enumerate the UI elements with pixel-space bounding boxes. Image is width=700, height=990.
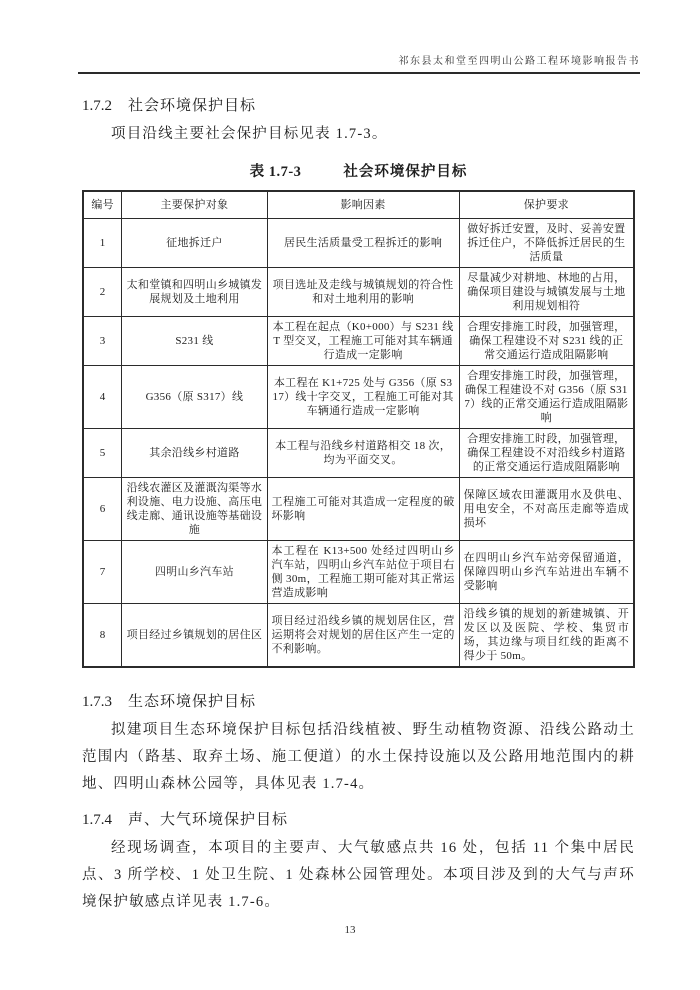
cell-requirement: 合理安排施工时段，加强管理，确保工程建设不对 G356（原 S317）线的正常交通运行造成阻隔影响 [459, 366, 634, 429]
section-heading-1-7-2 [82, 94, 635, 115]
col-header-requirement: 保护要求 [459, 191, 634, 219]
section-title: 声、大气环境保护目标 [128, 812, 289, 828]
table-row [83, 478, 634, 541]
cell-requirement: 合理安排施工时段，加强管理，确保工程建设不对沿线乡村道路的正常交通运行造成阻隔影响 [459, 429, 634, 478]
section-title: 社会环境保护目标 [128, 98, 257, 114]
section-paragraph-1-7-4: 经现场调查，本项目的主要声、大气敏感点共 16 处，包括 11 个集中居民点、3 所学校、1 处卫生院、1 处森林公园管理处。本项目涉及到的大气与声环境保护敏感点详见表 1.7-6。 [82, 840, 635, 910]
cell-requirement: 沿线乡镇的规划的新建城镇、开发区以及医院、学校、集贸市场，其边缘与项目红线的距离不得少于 50m。 [459, 604, 634, 668]
table-row [83, 317, 634, 366]
cell-requirement: 尽量减少对耕地、林地的占用，确保项目建设与城镇发展与土地利用规划相符 [459, 268, 634, 317]
cell-factor: 工程施工可能对其造成一定程度的破坏影响 [267, 478, 459, 541]
section-paragraph-1-7-3: 拟建项目生态环境保护目标包括沿线植被、野生动植物资源、沿线公路动土范围内（路基、取弃土场、施工便道）的水土保持设施以及公路用地范围内的耕地、四明山森林公园等，具体见表 1.7-4。 [82, 722, 635, 792]
cell-number: 5 [83, 429, 122, 478]
cell-object: S231 线 [122, 317, 267, 366]
cell-number: 4 [83, 366, 122, 429]
cell-object: 征地拆迁户 [122, 219, 267, 268]
cell-requirement: 合理安排施工时段，加强管理，确保工程建设不对 S231 线的正常交通运行造成阻隔影响 [459, 317, 634, 366]
cell-factor: 居民生活质量受工程拆迁的影响 [267, 219, 459, 268]
cell-object: 四明山乡汽车站 [122, 541, 267, 604]
section-paragraph-1-7-2: 项目沿线主要社会保护目标见表 1.7-3。 [111, 126, 388, 142]
section-number: 1.7.2 [82, 98, 112, 114]
page-number: 13 [344, 924, 356, 936]
social-protection-targets-table [82, 190, 635, 668]
table-row [83, 366, 634, 429]
cell-factor: 项目选址及走线与城镇规划的符合性和对土地利用的影响 [267, 268, 459, 317]
cell-factor: 本工程在 K1+725 处与 G356（原 S317）线十字交叉，工程施工可能对其车辆通行造成一定影响 [267, 366, 459, 429]
cell-factor: 本工程在起点（K0+000）与 S231 线 T 型交叉，工程施工可能对其车辆通行造成一定影响 [267, 317, 459, 366]
table-caption [82, 160, 635, 181]
table-row [83, 268, 634, 317]
table-header-row [83, 191, 634, 219]
table-caption-title: 社会环境保护目标 [343, 164, 468, 180]
cell-object: 太和堂镇和四明山乡城镇发展规划及土地利用 [122, 268, 267, 317]
section-number: 1.7.4 [82, 812, 112, 828]
cell-requirement: 做好拆迁安置，及时、妥善安置拆迁住户，不降低拆迁居民的生活质量 [459, 219, 634, 268]
cell-requirement: 保障区域农田灌溉用水及供电、用电安全，不对高压走廊等造成损坏 [459, 478, 634, 541]
table-caption-label: 表 1.7-3 [249, 164, 302, 180]
col-header-object: 主要保护对象 [122, 191, 267, 219]
cell-factor: 本工程与沿线乡村道路相交 18 次，均为平面交叉。 [267, 429, 459, 478]
cell-number: 6 [83, 478, 122, 541]
cell-object: 沿线农灌区及灌溉沟渠等水利设施、电力设施、高压电线走廊、通讯设施等基础设施 [122, 478, 267, 541]
cell-object: 项目经过乡镇规划的居住区 [122, 604, 267, 668]
cell-number: 2 [83, 268, 122, 317]
cell-requirement: 在四明山乡汽车站旁保留通道，保障四明山乡汽车站进出车辆不受影响 [459, 541, 634, 604]
section-heading-1-7-3 [82, 690, 635, 711]
cell-number: 1 [83, 219, 122, 268]
cell-object: 其余沿线乡村道路 [122, 429, 267, 478]
table-row [83, 541, 634, 604]
cell-number: 7 [83, 541, 122, 604]
table-row [83, 429, 634, 478]
table-row [83, 219, 634, 268]
cell-factor: 项目经过沿线乡镇的规划居住区，营运期将会对规划的居住区产生一定的不利影响。 [267, 604, 459, 668]
col-header-number: 编号 [83, 191, 122, 219]
section-number: 1.7.3 [82, 694, 112, 710]
document-body [82, 82, 635, 916]
section-heading-1-7-4 [82, 808, 635, 829]
page-header-title: 祁东县太和堂至四明山公路工程环境影响报告书 [78, 52, 640, 74]
cell-number: 3 [83, 317, 122, 366]
table-row [83, 604, 634, 668]
cell-number: 8 [83, 604, 122, 668]
col-header-factor: 影响因素 [267, 191, 459, 219]
section-title: 生态环境保护目标 [128, 694, 257, 710]
cell-factor: 本工程在 K13+500 处经过四明山乡汽车站，四明山乡汽车站位于项目右侧 30m，工程施工期可能对其正常运营造成影响 [267, 541, 459, 604]
cell-object: G356（原 S317）线 [122, 366, 267, 429]
